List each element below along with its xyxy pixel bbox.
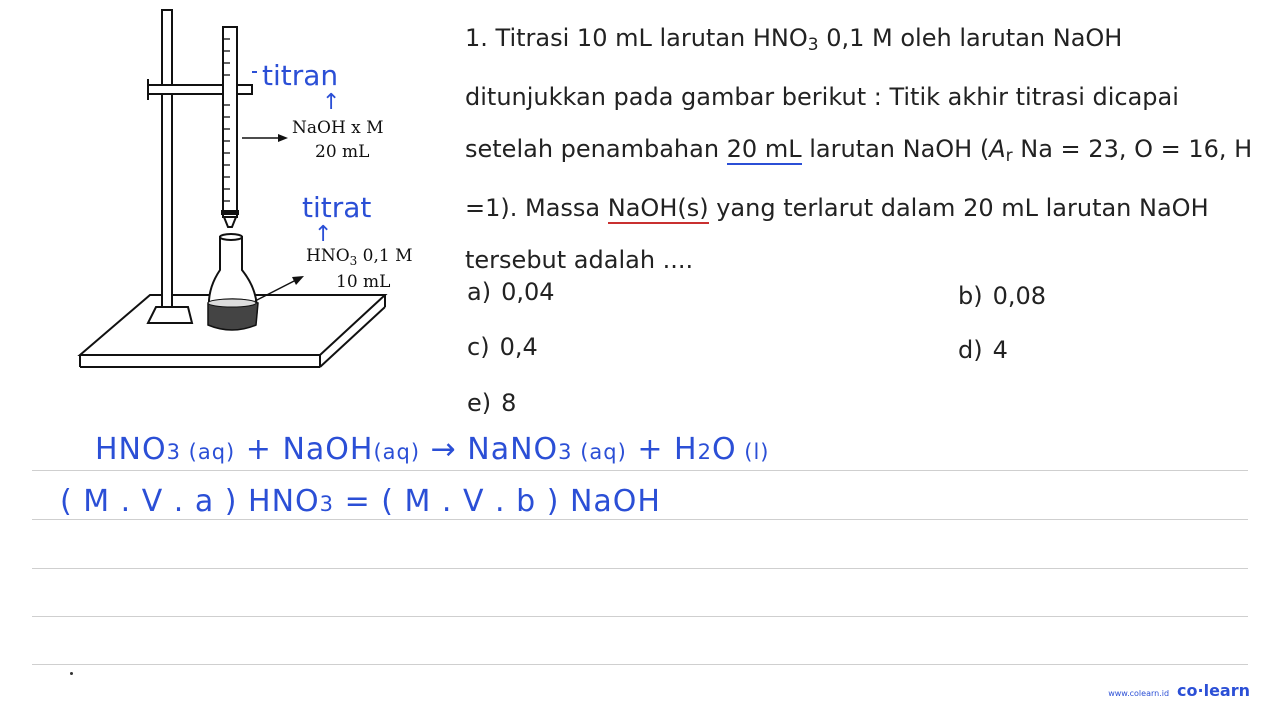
question-text (465, 12, 1255, 286)
question-number: 1. (465, 24, 488, 52)
footer-brand: co·learn (1177, 681, 1250, 700)
question-part: yang terlarut dalam 20 mL larutan NaOH tersebut adalah .... (465, 194, 1209, 274)
stand-rod (162, 10, 172, 310)
underlined-volume: 20 mL (726, 135, 802, 163)
option-b[interactable]: b) 0,08 (958, 282, 1047, 310)
underlined-naoh: NaOH(s) (607, 194, 709, 222)
note-titrat: titrat (302, 191, 372, 224)
colearn-logo (1108, 681, 1250, 700)
ruled-line (32, 519, 1248, 520)
ruled-line (32, 470, 1248, 471)
handwritten-titration-formula: ( M . V . a ) HNO3 = ( M . V . b ) NaOH (60, 484, 661, 519)
option-a[interactable]: a) 0,04 (467, 278, 555, 306)
ruled-line (32, 568, 1248, 569)
note-titrat-arrow: ↑ (314, 222, 333, 247)
burette-label-solution: NaOH x M (292, 118, 384, 138)
stray-dot (70, 672, 73, 675)
question-part: Na = 23, O = 16, H =1). Massa (465, 135, 1253, 222)
flask-label-solution: $HNO_3$ 0,1 M (306, 246, 413, 268)
ruled-line (32, 616, 1248, 617)
question-part: Titrasi 10 mL larutan HNO (495, 24, 808, 52)
burette-label-volume: 20 mL (315, 142, 370, 162)
ar-subscript: r (1005, 146, 1013, 166)
question-part: larutan NaOH ( (801, 135, 990, 163)
footer-site: www.colearn.id (1108, 689, 1170, 698)
option-e[interactable]: e) 8 (467, 389, 517, 417)
handwritten-reaction-equation: HNO3 (aq) + NaOH(aq) → NaNO3 (aq) + H2O (l) (95, 432, 770, 467)
ruled-line (32, 664, 1248, 665)
note-titran: titran (262, 59, 339, 92)
question-part: 0,1 M oleh larutan NaOH ditunjukkan pada gambar berikut : Titik akhir titrasi dicapai setelah penambahan (465, 24, 1179, 163)
option-c[interactable]: c) 0,4 (467, 333, 538, 361)
burette-tip (224, 217, 236, 227)
note-titran-arrow: ↑ (322, 90, 341, 115)
ar-symbol: A (989, 135, 1006, 163)
rod-foot (148, 307, 192, 323)
flask-label-volume: 10 mL (336, 272, 391, 292)
titration-apparatus-figure (70, 5, 450, 385)
question-subscript: 3 (807, 35, 819, 55)
option-d[interactable]: d) 4 (958, 336, 1008, 364)
